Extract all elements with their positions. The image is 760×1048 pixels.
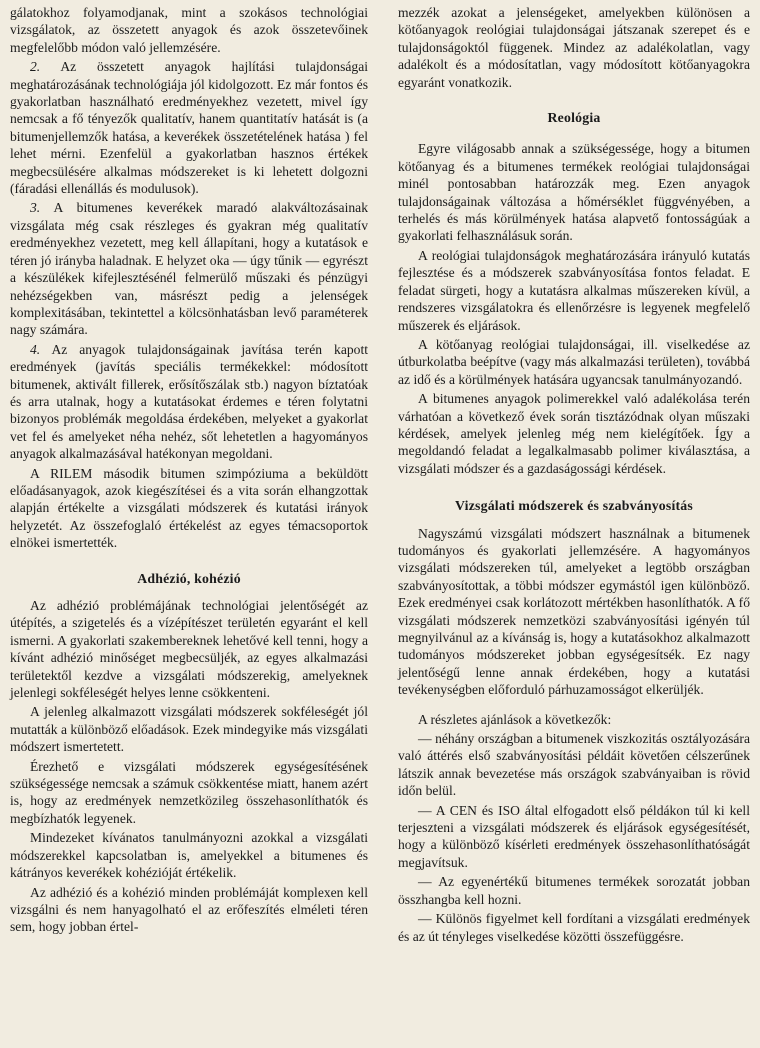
item-number: 2. bbox=[30, 59, 41, 75]
paragraph: A RILEM második bitumen szimpóziuma a beküldött előadásanyagok, azok kiegészítései és a vita során elhangzottak alapján értékelte a vizsgálati módszerek és kutatási irányok helyzetét. Az összefoglaló értékelést az egyes témacsoportok elnökei ismertették. bbox=[10, 465, 368, 551]
numbered-paragraph-3 bbox=[10, 199, 368, 338]
item-text: A bitumenes keverékek maradó alakváltozásainak vizsgálata még csak részleges és gyakran még qualitatív eredményekhez vezetett, meg kell állapítani, hogy a kutatások e téren jó irányba haladnak. E helyzet oka — úgy tűnik — egyrészt a készülékek kifejlesztésénél felmerülő műszaki és pénzügyi nehézségekben van, másrészt pedig a jelenségek komplexitásában, tekintettel a kölcsönhatásban levő paraméterek nagy számára. bbox=[10, 200, 368, 338]
paragraph: A reológiai tulajdonságok meghatározására irányuló kutatás fejlesztése és a módszerek szabványosítása fontos feladat. E feladat sürgeti, hogy a kutatásra alkalmas műszereken kívül, a rendszeres vizsgálatokra és ellenőrzésre is legyenek megfelelő műszerek és eljárások. bbox=[398, 247, 750, 333]
recommendation-item: — Az egyenértékű bitumenes termékek sorozatát jobban összhangba kell hozni. bbox=[398, 874, 750, 907]
section-heading-vizsgalati: Vizsgálati módszerek és szabványosítás bbox=[455, 498, 693, 514]
paragraph: mezzék azokat a jelenségeket, amelyekben különösen a kötőanyagok reológiai tulajdonságai játszanak szerepet és e tulajdonságoktól függenek. Mindez az adalékolatlan, vagy adalékolt és a módosítatlan, vagy módosított kötőanyagokra egyaránt vonatkozik. bbox=[398, 5, 750, 90]
section-heading-adhezio: Adhézió, kohézió bbox=[137, 570, 241, 586]
section-heading-reologia: Reológia bbox=[547, 110, 601, 126]
paragraph: Mindezeket kívánatos tanulmányozni azokkal a vizsgálati módszerekkel kapcsolatban is, amelyekkel a bitumenes és kátrányos keverékek kohézióját értékelik. bbox=[10, 830, 368, 881]
paragraph: Az adhézió problémájának technológiai jelentőségét az útépítés, a szigetelés és a vízépítészet területén egyaránt el kell ismerni. A gyakorlati szakembereknek lehetővé kell tenni, hogy a kívánt adhézió minőséget megbecsüljék, az egyes alkalmazási területektől kezdve a vizsgálati módszerekig, amelyeknek jelenlegi sokféleségét helyes lenne csökkenteni. bbox=[10, 598, 368, 701]
paragraph: gálatokhoz folyamodjanak, mint a szokásos technológiai vizsgálatok, az összetett anyagok és azok összetevőinek megfelelőbb módon való jellemzésére. bbox=[10, 5, 368, 55]
item-text: Az anyagok tulajdonságainak javítása terén kapott eredmények (javítás speciális termékekkel: módosított bitumenek, aktivált fillerek, erősítőszálak stb.) nagyon bíztatóak és arra utalnak, hogy a kutatásokat érdemes e téren folytatni bizonyos problémák megoldása érdekében, melyeket a gyakorlat vet fel és amelyeket néha nehéz, sőt lehetetlen a hagyományos anyagok alkalmazásával hatékonyan megoldani. bbox=[10, 341, 368, 462]
paragraph: A kötőanyag reológiai tulajdonságai, ill. viselkedése az útburkolatba beépítve (vagy más alkalmazási területen), továbbá az idő és a körülmények hatására ugyancsak tanulmányozandó. bbox=[398, 336, 750, 387]
recommendation-item: — néhány országban a bitumenek viszkozitás osztályozására való áttérés első szabványosítási példáit követően célszerűnek látszik annak bevezetése más országok szabványaiban is rövid időn belül. bbox=[398, 731, 750, 799]
paragraph: A bitumenes anyagok polimerekkel való adalékolása terén várhatóan a következő évek során tisztázódnak olyan műszaki kérdések, amelyek jelenleg még nem kielégítőek. Így a megoldandó feladat a legalkalmasabb polimer kiválasztása, a vizsgálati módszer és a gazdaságossági kérdések. bbox=[398, 391, 750, 476]
recommendation-item: — A CEN és ISO által elfogadott első példákon túl ki kell terjeszteni a vizsgálati módszerek és eljárások egységesítését, hogy a különböző kísérleti eredmények összehasonlíthatóságát megjavítsuk. bbox=[398, 802, 750, 870]
item-text: Az összetett anyagok hajlítási tulajdonságai meghatározásának technológiája jól kidolgozott. Ez már fontos és gyakorlatban használható eredményekhez vezetett, mivel így nemcsak a fő tényezők qualitatív, hanem quantitatív hatását is (a bitumenjellemzők hatása, a keverékek összetételének hatása ) fel lehet mérni. Ezenfelül a gyakorlatban hasznos értékek megbecsülésére alkalmas módszereket is ki lehetett dolgozni (fáradási ellenállás és modulusok). bbox=[10, 59, 369, 197]
left-column bbox=[10, 4, 368, 936]
paragraph: A jelenleg alkalmazott vizsgálati módszerek sokféleségét jól mutatták a különböző előadások. Ezek mindegyike más vizsgálati módszert ismertetett. bbox=[10, 704, 368, 755]
numbered-paragraph-2 bbox=[10, 58, 368, 197]
recommendation-item: — Különös figyelmet kell fordítani a vizsgálati eredmények és az út tényleges viselkedése közötti összefüggésre. bbox=[398, 911, 750, 944]
paragraph: Az adhézió és a kohézió minden problémáját komplexen kell vizsgálni és nem hanyagolható el az erőfeszítés elméleti téren sem, hogy jobban értel- bbox=[10, 884, 368, 935]
item-number: 4. bbox=[30, 341, 41, 357]
paragraph: Érezhető e vizsgálati módszerek egységesítésének szükségessége nemcsak a számuk csökkentése miatt, hanem azért is, hogy az eredmények nemzetközileg összehasonlíthatók és megbízhatók legyenek. bbox=[10, 758, 368, 826]
paragraph: Egyre világosabb annak a szükségessége, hogy a bitumen kötőanyag és a bitumenes termékek reológiai tulajdonságai minél pontosabban határozzák meg. Ezen anyagok tulajdonságainak változása a hőmérséklet függvényében, a terhelés és más körülmények hatása alapvető fontosságúak a gyakorlati felhasználásuk során. bbox=[398, 141, 750, 244]
numbered-paragraph-4 bbox=[10, 341, 368, 463]
right-column bbox=[398, 4, 750, 945]
item-number: 3. bbox=[30, 200, 41, 216]
paragraph: A részletes ajánlások a következők: bbox=[418, 711, 612, 727]
paragraph: Nagyszámú vizsgálati módszert használnak a bitumenek tudományos és gyakorlati jellemzésére. A hagyományos vizsgálati módszereken túl, amelyeket a legtöbb országban szabványosítottak, a többi módszer egymástól igen különböző. Ezek eredményei csak korlátozott mértékben hasonlíthatók. A fő vizsgálati módszerek nemzetközi szabványosítási igényén túl megnyilvánul az a kívánság is, hogy a kutatásokhoz alkalmazott tudományos módszereket jobban egységesítsék. Ez nagy jelentőségű lenne annak érdekében, hogy a kutatási tevékenységben előforduló párhuzamosságot elkerüljék. bbox=[398, 525, 750, 698]
